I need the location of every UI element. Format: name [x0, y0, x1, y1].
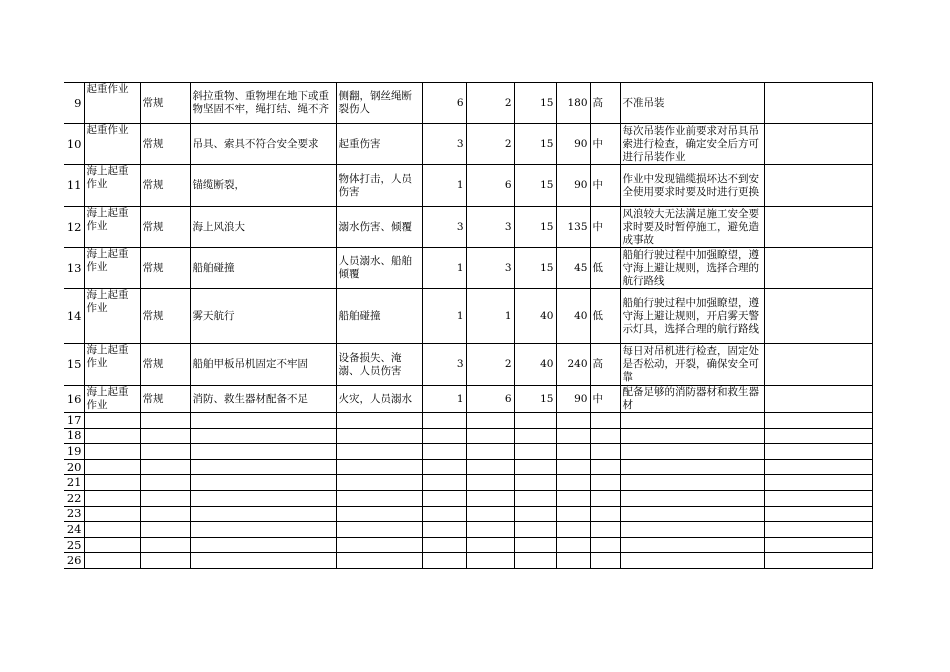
- empty-cell[interactable]: [84, 475, 140, 491]
- empty-cell[interactable]: [620, 490, 764, 506]
- likelihood-cell[interactable]: 3: [422, 124, 466, 165]
- empty-cell[interactable]: [336, 444, 422, 460]
- empty-cell[interactable]: [514, 413, 556, 429]
- table-body: [64, 83, 872, 569]
- consequence-score-cell[interactable]: 15: [514, 248, 556, 289]
- empty-cell[interactable]: [556, 413, 590, 429]
- empty-cell[interactable]: [336, 506, 422, 522]
- consequence-cell[interactable]: 设备损失、淹溺、人员伤害: [336, 344, 422, 386]
- likelihood-cell[interactable]: 1: [422, 248, 466, 289]
- empty-cell[interactable]: [336, 522, 422, 538]
- consequence-score-cell[interactable]: 15: [514, 165, 556, 207]
- empty-cell[interactable]: [422, 506, 466, 522]
- empty-cell[interactable]: [422, 413, 466, 429]
- empty-cell[interactable]: [190, 553, 336, 569]
- row-number: 18: [64, 428, 84, 444]
- type-cell[interactable]: 常规: [140, 386, 190, 413]
- table-row: [64, 124, 872, 165]
- empty-cell[interactable]: [190, 444, 336, 460]
- row-number: 21: [64, 475, 84, 491]
- risk-level-cell[interactable]: 高: [590, 344, 620, 386]
- consequence-cell[interactable]: 火灾，人员溺水: [336, 386, 422, 413]
- empty-cell[interactable]: [422, 537, 466, 553]
- table-row: [64, 459, 872, 475]
- table-row: [64, 289, 872, 344]
- empty-cell[interactable]: [620, 553, 764, 569]
- row-number: 23: [64, 506, 84, 522]
- empty-cell[interactable]: [190, 413, 336, 429]
- empty-cell[interactable]: [422, 490, 466, 506]
- table-row: [64, 83, 872, 124]
- row-number[interactable]: 12: [64, 207, 84, 248]
- empty-cell[interactable]: [336, 537, 422, 553]
- row-number[interactable]: 16: [64, 386, 84, 413]
- risk-score-cell[interactable]: 90: [556, 124, 590, 165]
- activity-cell[interactable]: 海上起重作业: [84, 248, 140, 289]
- empty-cell[interactable]: [514, 475, 556, 491]
- empty-cell[interactable]: [84, 444, 140, 460]
- row-number[interactable]: 14: [64, 289, 84, 344]
- control-measure-cell[interactable]: 风浪较大无法满足施工安全要求时要及时暂停施工，避免造成事故: [620, 207, 764, 248]
- empty-cell[interactable]: [190, 490, 336, 506]
- type-cell[interactable]: 常规: [140, 207, 190, 248]
- control-measure-cell[interactable]: 配备足够的消防器材和救生器材: [620, 386, 764, 413]
- empty-cell[interactable]: [556, 553, 590, 569]
- empty-cell[interactable]: [466, 428, 514, 444]
- empty-cell[interactable]: [556, 490, 590, 506]
- empty-cell[interactable]: [140, 444, 190, 460]
- empty-cell[interactable]: [764, 553, 872, 569]
- risk-assessment-table: [64, 82, 873, 569]
- note-cell[interactable]: [764, 344, 872, 386]
- empty-cell[interactable]: [590, 444, 620, 460]
- empty-cell[interactable]: [190, 506, 336, 522]
- control-measure-cell[interactable]: 船舶行驶过程中加强瞭望，遵守海上避让规则，选择合理的航行路线: [620, 248, 764, 289]
- activity-cell[interactable]: 海上起重作业: [84, 344, 140, 386]
- row-number: 19: [64, 444, 84, 460]
- consequence-score-cell[interactable]: 40: [514, 289, 556, 344]
- note-cell[interactable]: [764, 248, 872, 289]
- empty-cell[interactable]: [466, 475, 514, 491]
- likelihood-cell[interactable]: 1: [422, 386, 466, 413]
- control-measure-cell[interactable]: 船舶行驶过程中加强瞭望，遵守海上避让规则，开启雾天警示灯具，选择合理的航行路线: [620, 289, 764, 344]
- risk-score-cell[interactable]: 45: [556, 248, 590, 289]
- table-row: [64, 386, 872, 413]
- risk-score-cell[interactable]: 240: [556, 344, 590, 386]
- row-number: 24: [64, 522, 84, 538]
- control-measure-cell[interactable]: 作业中发现锚缆损坏达不到安全使用要求时要及时进行更换: [620, 165, 764, 207]
- table-row: [64, 344, 872, 386]
- consequence-cell[interactable]: 侧翻，钢丝绳断裂伤人: [336, 83, 422, 124]
- empty-cell[interactable]: [556, 428, 590, 444]
- empty-cell[interactable]: [140, 475, 190, 491]
- hazard-cell[interactable]: 船舶碰撞: [190, 248, 336, 289]
- exposure-cell[interactable]: 2: [466, 344, 514, 386]
- activity-cell[interactable]: 海上起重作业: [84, 289, 140, 344]
- risk-level-cell[interactable]: 低: [590, 248, 620, 289]
- empty-cell[interactable]: [466, 506, 514, 522]
- empty-cell[interactable]: [764, 490, 872, 506]
- likelihood-cell[interactable]: 1: [422, 165, 466, 207]
- row-number: 17: [64, 413, 84, 429]
- table-row: [64, 537, 872, 553]
- hazard-cell[interactable]: 海上风浪大: [190, 207, 336, 248]
- hazard-cell[interactable]: 船舶甲板吊机固定不牢固: [190, 344, 336, 386]
- empty-cell[interactable]: [466, 413, 514, 429]
- table-row: [64, 165, 872, 207]
- empty-cell[interactable]: [556, 506, 590, 522]
- empty-cell[interactable]: [84, 522, 140, 538]
- row-number: 25: [64, 537, 84, 553]
- risk-score-cell[interactable]: 135: [556, 207, 590, 248]
- empty-cell[interactable]: [764, 428, 872, 444]
- consequence-score-cell[interactable]: 15: [514, 386, 556, 413]
- row-number: 20: [64, 459, 84, 475]
- empty-cell[interactable]: [466, 490, 514, 506]
- risk-score-cell[interactable]: 90: [556, 386, 590, 413]
- empty-cell[interactable]: [514, 428, 556, 444]
- empty-cell[interactable]: [84, 490, 140, 506]
- hazard-cell[interactable]: 斜拉重物、重物埋在地下或重物坚固不牢，绳打结、绳不齐: [190, 83, 336, 124]
- type-cell[interactable]: 常规: [140, 124, 190, 165]
- hazard-cell[interactable]: 锚缆断裂，: [190, 165, 336, 207]
- empty-cell[interactable]: [556, 475, 590, 491]
- empty-cell[interactable]: [590, 522, 620, 538]
- consequence-score-cell[interactable]: 15: [514, 124, 556, 165]
- empty-cell[interactable]: [514, 506, 556, 522]
- empty-cell[interactable]: [556, 444, 590, 460]
- control-measure-cell[interactable]: 每次吊装作业前要求对吊具吊索进行检查，确定安全后方可进行吊装作业: [620, 124, 764, 165]
- activity-cell[interactable]: 海上起重作业: [84, 386, 140, 413]
- exposure-cell[interactable]: 1: [466, 289, 514, 344]
- empty-cell[interactable]: [620, 413, 764, 429]
- hazard-cell[interactable]: 雾天航行: [190, 289, 336, 344]
- empty-cell[interactable]: [336, 490, 422, 506]
- note-cell[interactable]: [764, 386, 872, 413]
- risk-score-cell[interactable]: 40: [556, 289, 590, 344]
- empty-cell[interactable]: [466, 553, 514, 569]
- empty-cell[interactable]: [764, 459, 872, 475]
- consequence-cell[interactable]: 物体打击，人员伤害: [336, 165, 422, 207]
- empty-cell[interactable]: [556, 522, 590, 538]
- empty-cell[interactable]: [422, 459, 466, 475]
- empty-cell[interactable]: [140, 506, 190, 522]
- empty-cell[interactable]: [764, 522, 872, 538]
- type-cell[interactable]: 常规: [140, 344, 190, 386]
- risk-score-cell[interactable]: 180: [556, 83, 590, 124]
- consequence-cell[interactable]: 人员溺水、船舶倾覆: [336, 248, 422, 289]
- empty-cell[interactable]: [336, 459, 422, 475]
- empty-cell[interactable]: [620, 522, 764, 538]
- row-number[interactable]: 15: [64, 344, 84, 386]
- empty-cell[interactable]: [514, 490, 556, 506]
- activity-cell[interactable]: 海上起重作业: [84, 165, 140, 207]
- empty-cell[interactable]: [620, 444, 764, 460]
- risk-level-cell[interactable]: 中: [590, 165, 620, 207]
- type-cell[interactable]: 常规: [140, 165, 190, 207]
- row-number[interactable]: 11: [64, 165, 84, 207]
- empty-cell[interactable]: [190, 537, 336, 553]
- risk-level-cell[interactable]: 高: [590, 83, 620, 124]
- row-number[interactable]: 9: [64, 83, 84, 124]
- risk-score-cell[interactable]: 90: [556, 165, 590, 207]
- note-cell[interactable]: [764, 289, 872, 344]
- row-number[interactable]: 10: [64, 124, 84, 165]
- type-cell[interactable]: 常规: [140, 83, 190, 124]
- empty-cell[interactable]: [590, 413, 620, 429]
- likelihood-cell[interactable]: 1: [422, 289, 466, 344]
- likelihood-cell[interactable]: 3: [422, 207, 466, 248]
- empty-cell[interactable]: [336, 553, 422, 569]
- empty-cell[interactable]: [466, 444, 514, 460]
- consequence-cell[interactable]: 溺水伤害、倾覆: [336, 207, 422, 248]
- empty-cell[interactable]: [422, 444, 466, 460]
- hazard-cell[interactable]: 消防、救生器材配备不足: [190, 386, 336, 413]
- control-measure-cell[interactable]: 不准吊装: [620, 83, 764, 124]
- exposure-cell[interactable]: 6: [466, 386, 514, 413]
- empty-cell[interactable]: [84, 553, 140, 569]
- empty-cell[interactable]: [422, 553, 466, 569]
- empty-cell[interactable]: [422, 475, 466, 491]
- empty-cell[interactable]: [514, 553, 556, 569]
- empty-cell[interactable]: [466, 459, 514, 475]
- row-number: 22: [64, 490, 84, 506]
- row-number: 26: [64, 553, 84, 569]
- control-measure-cell[interactable]: 每日对吊机进行检查，固定处是否松动，开裂，确保安全可靠: [620, 344, 764, 386]
- table-row: [64, 490, 872, 506]
- risk-level-cell[interactable]: 中: [590, 207, 620, 248]
- empty-cell[interactable]: [514, 444, 556, 460]
- activity-cell[interactable]: 起重作业: [84, 124, 140, 165]
- empty-cell[interactable]: [140, 522, 190, 538]
- empty-cell[interactable]: [190, 428, 336, 444]
- empty-cell[interactable]: [764, 475, 872, 491]
- empty-cell[interactable]: [556, 459, 590, 475]
- empty-cell[interactable]: [140, 459, 190, 475]
- risk-level-cell[interactable]: 中: [590, 124, 620, 165]
- table-row: [64, 475, 872, 491]
- note-cell[interactable]: [764, 165, 872, 207]
- activity-cell[interactable]: 海上起重作业: [84, 207, 140, 248]
- empty-cell[interactable]: [84, 537, 140, 553]
- empty-cell[interactable]: [514, 537, 556, 553]
- empty-cell[interactable]: [590, 475, 620, 491]
- empty-cell[interactable]: [590, 459, 620, 475]
- empty-cell[interactable]: [620, 459, 764, 475]
- hazard-cell[interactable]: 吊具、索具不符合安全要求: [190, 124, 336, 165]
- risk-level-cell[interactable]: 中: [590, 386, 620, 413]
- empty-cell[interactable]: [466, 537, 514, 553]
- table-row: [64, 248, 872, 289]
- consequence-score-cell[interactable]: 15: [514, 207, 556, 248]
- exposure-cell[interactable]: 2: [466, 83, 514, 124]
- empty-cell[interactable]: [590, 428, 620, 444]
- note-cell[interactable]: [764, 207, 872, 248]
- empty-cell[interactable]: [84, 413, 140, 429]
- consequence-score-cell[interactable]: 15: [514, 83, 556, 124]
- table-row: [64, 444, 872, 460]
- exposure-cell[interactable]: 2: [466, 124, 514, 165]
- empty-cell[interactable]: [190, 475, 336, 491]
- empty-cell[interactable]: [84, 428, 140, 444]
- empty-cell[interactable]: [84, 506, 140, 522]
- empty-cell[interactable]: [336, 413, 422, 429]
- exposure-cell[interactable]: 6: [466, 165, 514, 207]
- empty-cell[interactable]: [556, 537, 590, 553]
- empty-cell[interactable]: [140, 428, 190, 444]
- table-row: [64, 522, 872, 538]
- likelihood-cell[interactable]: 3: [422, 344, 466, 386]
- type-cell[interactable]: 常规: [140, 289, 190, 344]
- empty-cell[interactable]: [422, 428, 466, 444]
- empty-cell[interactable]: [140, 553, 190, 569]
- empty-cell[interactable]: [336, 428, 422, 444]
- empty-cell[interactable]: [336, 475, 422, 491]
- consequence-cell[interactable]: 起重伤害: [336, 124, 422, 165]
- table-row: [64, 506, 872, 522]
- row-number[interactable]: 13: [64, 248, 84, 289]
- exposure-cell[interactable]: 3: [466, 207, 514, 248]
- activity-cell[interactable]: 起重作业: [84, 83, 140, 124]
- empty-cell[interactable]: [190, 522, 336, 538]
- empty-cell[interactable]: [140, 413, 190, 429]
- empty-cell[interactable]: [590, 490, 620, 506]
- table-row: [64, 413, 872, 429]
- empty-cell[interactable]: [466, 522, 514, 538]
- empty-cell[interactable]: [422, 522, 466, 538]
- consequence-score-cell[interactable]: 40: [514, 344, 556, 386]
- empty-cell[interactable]: [590, 537, 620, 553]
- empty-cell[interactable]: [764, 506, 872, 522]
- empty-cell[interactable]: [190, 459, 336, 475]
- empty-cell[interactable]: [84, 459, 140, 475]
- consequence-cell[interactable]: 船舶碰撞: [336, 289, 422, 344]
- exposure-cell[interactable]: 3: [466, 248, 514, 289]
- empty-cell[interactable]: [620, 428, 764, 444]
- table-row: [64, 207, 872, 248]
- empty-cell[interactable]: [620, 475, 764, 491]
- type-cell[interactable]: 常规: [140, 248, 190, 289]
- table-row: [64, 428, 872, 444]
- table-row: [64, 553, 872, 569]
- empty-cell[interactable]: [620, 506, 764, 522]
- empty-cell[interactable]: [140, 537, 190, 553]
- empty-cell[interactable]: [764, 413, 872, 429]
- note-cell[interactable]: [764, 83, 872, 124]
- empty-cell[interactable]: [764, 444, 872, 460]
- empty-cell[interactable]: [764, 537, 872, 553]
- empty-cell[interactable]: [140, 490, 190, 506]
- empty-cell[interactable]: [590, 553, 620, 569]
- empty-cell[interactable]: [590, 506, 620, 522]
- empty-cell[interactable]: [514, 522, 556, 538]
- likelihood-cell[interactable]: 6: [422, 83, 466, 124]
- note-cell[interactable]: [764, 124, 872, 165]
- empty-cell[interactable]: [620, 537, 764, 553]
- risk-level-cell[interactable]: 低: [590, 289, 620, 344]
- empty-cell[interactable]: [514, 459, 556, 475]
